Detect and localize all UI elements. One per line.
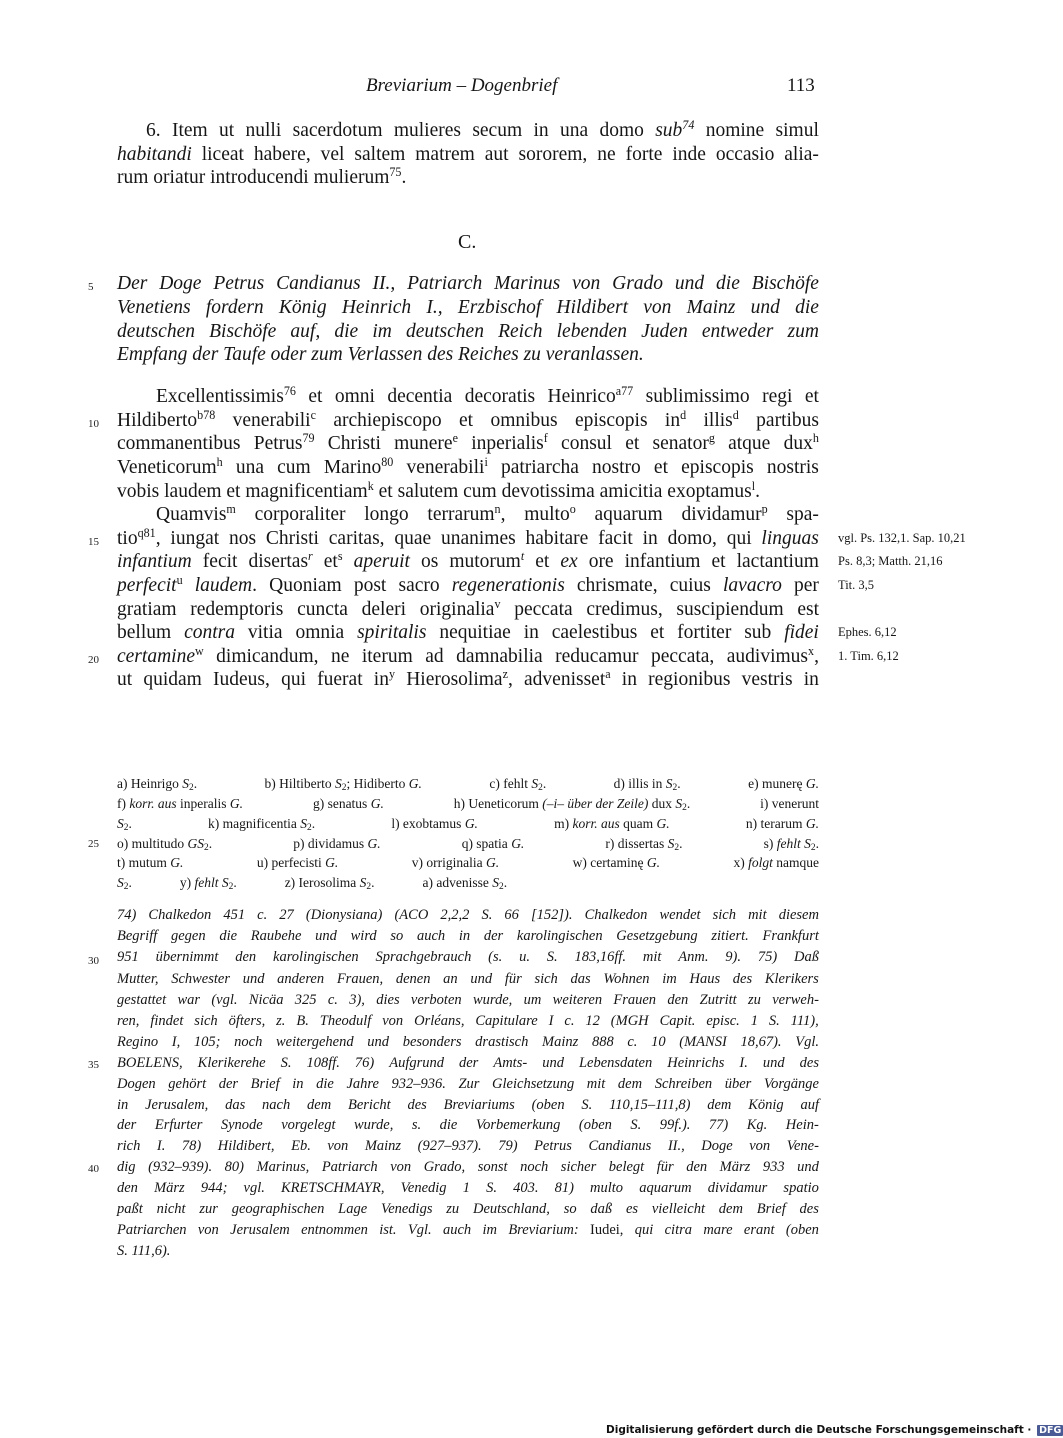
text-line: commanentibus Petrus$^{79}$ Christi munere$^e$ inperialis$^f$ consul et senator$^g$ atque dux$^h$ [117,430,819,454]
text-line: tio$^{q81}$, iungat nos Christi caritas, quae unanimes habitare facit in domo, qui linguas [117,525,819,549]
apparatus-row [117,855,819,873]
section-heading: C. [458,231,477,253]
line-number: 5 [88,281,94,293]
apparatus-entry: b) Hiltiberto $S_2$; Hidiberto G. [264,776,422,793]
apparatus-entry: f) korr. aus inperalis G. [117,796,244,811]
text-line: habitandi liceat habere, vel saltem matrem aut sororem, ne forte inde occasio alia- [117,144,819,165]
apparatus-entry: q) spatia G. [461,836,525,851]
note-line: gestattet war (vgl. Nicäa 325 c. 3), dies verboten wurde, um weiteren Frauen den Zutritt zu verweh- [117,992,819,1008]
apparatus-entry: w) certaminę G. [572,855,660,870]
note-line: BOELENS, Klerikerehe S. 108ff. 76) Aufgrund der Amts- und Lebensdaten Heinrichs I. und des [117,1055,819,1071]
text-line: infantium fecit disertas$^r$ $et^s$ aperuit os mutorum$^t$ et ex ore infantium et lactantium [117,548,819,572]
apparatus-entry: g) senatus G. [312,796,384,811]
apparatus-entry: a) Heinrigo $S_2$. [117,776,198,793]
credit-text: Digitalisierung gefördert durch die Deutsche Forschungsgemeinschaft · [606,1424,1032,1436]
note-line: den März 944; vgl. KRETSCHMAYR, Venedig 1 S. 403. 81) multo aquarum dividamur spatio [117,1180,819,1196]
apparatus-entry: h) Ueneticorum (–i– über der Zeile) dux $S_2$. [453,796,691,813]
apparatus-row [117,776,819,794]
text-line: vobis laudem et magnificentiam$^k$ et salutem cum devotissima amicitia exoptamus$^l$. [117,478,761,502]
running-title: Breviarium – Dogenbrief [366,75,558,96]
line-number: 25 [88,838,99,850]
text-line: Veneticorum$^h$ una cum Marino$^{80}$ venerabili$^i$ patriarcha nostro et episcopis nostris [117,454,819,478]
apparatus-entry: $S_2$. [117,875,132,892]
margin-ref: Ps. 8,3; Matth. 21,16 [838,554,943,568]
note-line: paßt nicht zur geographischen Lage Venedigs zu Deutschland, so daß es vielleicht dem Brief des [117,1201,819,1217]
text-line: Der Doge Petrus Candianus II., Patriarch Marinus von Grado und die Bischöfe [117,273,819,294]
note-line: Patriarchen von Jerusalem entnommen ist. Vgl. auch im Breviarium: Iudei, qui citra mare erant (oben [117,1222,819,1238]
text-line: Excellentissimis$^{76}$ et omni decentia decoratis Heinrico$^{a77}$ sublimissimo regi et [156,383,819,407]
text-line: Quamvis$^m$ corporaliter longo terrarum$^n$, multo$^o$ aquarum dividamur$^p$ spa- [156,501,819,525]
text-line: Hildiberto$^{b78}$ venerabili$^c$ archiepiscopo et omnibus episcopis $in^d$ illis$^d$ partibus [117,407,819,431]
apparatus-entry: s) fehlt $S_2$. [763,836,819,853]
text-line: bellum contra vitia omnia spiritalis nequitiae in caelestibus et fortiter sub fidei [117,622,819,643]
apparatus-row [117,796,819,814]
apparatus-entry: y) fehlt $S_2$. [179,875,237,892]
apparatus-entry: m) korr. aus quam G. [554,816,670,831]
margin-ref: vgl. Ps. 132,1. Sap. 10,21 [838,531,966,545]
note-line: Dogen gehört der Brief in die Jahre 932–936. Zur Gleichsetzung mit dem Schreiben über Vorgänge [117,1076,819,1092]
line-number: 10 [88,418,99,430]
page-number: 113 [787,75,815,96]
note-line: Regino I, 105; noch weitergehend und besonders drastisch Mainz 888 c. 10 (MANSI 18,67). Vgl. [117,1034,819,1050]
text-line: Empfang der Taufe oder zum Verlassen des Reiches zu veranlassen. [117,344,644,365]
note-line: ren, findet sich öfters, z. B. Theodulf von Orléans, Capitulare I c. 12 (MGH Capit. episc. 1 S. 111), [117,1013,819,1029]
note-line: rich I. 78) Hildibert, Eb. von Mainz (927–937). 79) Petrus Candianus II., Doge von Vene- [117,1138,819,1154]
note-line: 951 übernimmt den karolingischen Sprachgebrauch (s. u. S. 183,16ff. mit Anm. 9). 75) Daß [117,949,819,965]
apparatus-row [117,875,819,893]
note-line: Begriff gegen die Raubehe und wird so auch in der karolingischen Gesetzgebung zitiert. Frankfurt [117,928,819,944]
line-number: 35 [88,1059,99,1071]
line-number: 30 [88,955,99,967]
margin-ref: 1. Tim. 6,12 [838,649,899,663]
apparatus-entry: r) dissertas $S_2$. [605,836,683,853]
line-number: 15 [88,536,99,548]
apparatus-entry: $S_2$. [117,816,132,833]
text-line: certamine$^w$ dimicandum, ne iterum ad damnabilia reducamur peccata, audivimus$^x$, [117,643,819,667]
apparatus-entry: e) munerę G. [748,776,819,791]
apparatus-entry: i) venerunt [760,796,819,811]
text-line: perfecit$^u$ laudem. Quoniam post sacro regenerationis chrismate, cuius lavacro per [117,572,819,596]
note-line: in Jerusalem, das nach dem Bericht des Breviariums (oben S. 110,15–111,8) dem König auf [117,1097,819,1113]
apparatus-entry: u) perfecisti G. [256,855,339,870]
funding-credit [606,1424,1063,1436]
apparatus-entry: o) multitudo $GS_2$. [117,836,213,853]
apparatus-row [117,816,819,834]
text-line: deutschen Bischöfe auf, die im deutschen Reich lebenden Juden entweder zum [117,321,819,342]
apparatus-entry: a) advenisse $S_2$. [422,875,508,892]
text-line: ut quidam Iudeus, qui fuerat $in^y$ Hierosolima$^z$, advenisset$^a$ in regionibus vestris in [117,666,819,690]
note-line: dig (932–939). 80) Marinus, Patriarch von Grado, sonst noch sicher belegt für den März 933 und [117,1159,819,1175]
note-line: 74) Chalkedon 451 c. 27 (Dionysiana) (ACO 2,2,2 S. 66 [152]). Chalkedon wendet sich mit diesem [117,907,819,923]
text-line: Venetiens fordern König Heinrich I., Erzbischof Hildibert von Mainz und die [117,297,819,318]
line-number: 40 [88,1163,99,1175]
text-line: gratiam redemptoris cuncta deleri originalia$^v$ peccata credimus, suscipiendum est [117,596,819,620]
text-line: 6. Item ut nulli sacerdotum mulieres secum in una domo sub$^{74}$ nomine simul [146,117,819,141]
apparatus-entry: v) orriginalia G. [411,855,500,870]
margin-ref: Ephes. 6,12 [838,625,897,639]
apparatus-entry: z) Ierosolima $S_2$. [284,875,375,892]
apparatus-entry: l) exobtamus G. [391,816,478,831]
note-line: S. 111,6). [117,1243,171,1259]
text-line: rum oriatur introducendi mulierum$^{75}$. [117,164,407,188]
dfg-logo: DFG [1039,1425,1062,1436]
apparatus-row [117,836,819,854]
note-line: Mutter, Schwester und anderen Frauen, denen an und für sich das Wohnen im Haus des Klerikers [117,971,819,987]
apparatus-entry: c) fehlt $S_2$. [489,776,547,793]
apparatus-entry: k) magnificentia $S_2$. [208,816,316,833]
apparatus-entry: t) mutum G. [117,855,184,870]
apparatus-entry: x) folgt namque [733,855,819,870]
apparatus-entry: n) terarum G. [745,816,819,831]
note-line: der Erfurter Synode vorgelegt wurde, s. die Vorbemerkung (oben S. 99f.). 77) Kg. Hein- [117,1117,819,1133]
line-number: 20 [88,654,99,666]
apparatus-entry: p) dividamus G. [293,836,381,851]
margin-ref: Tit. 3,5 [838,578,875,592]
apparatus-entry: d) illis in $S_2$. [613,776,681,793]
